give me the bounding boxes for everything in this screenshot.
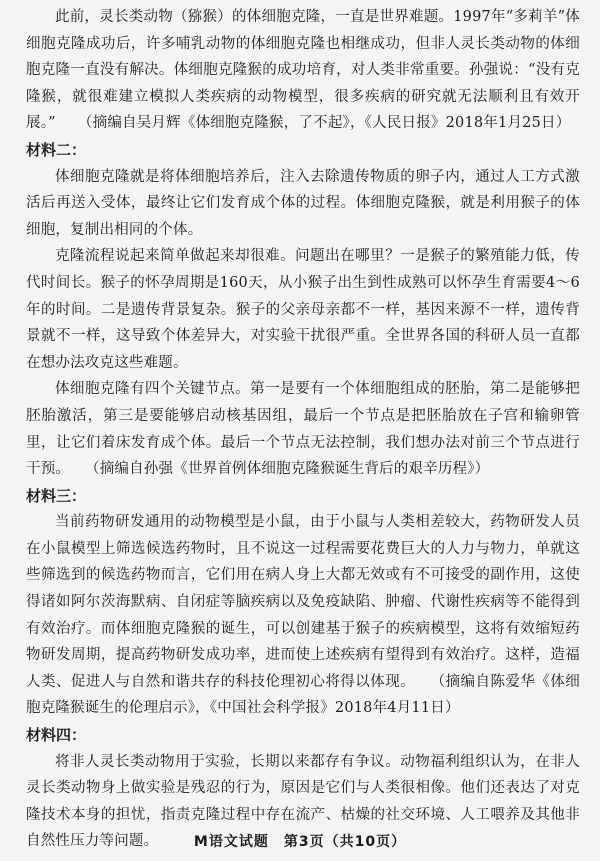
citation-source: （摘编自吴月辉《体细胞克隆猴，了不起》，《人民日报》2018年1月25日） — [85, 115, 571, 132]
body-paragraph — [26, 509, 580, 722]
paragraph-text: 体细胞克隆有四个关键节点。第一是要有一个体细胞组成的胚胎，第二是能够把胚胎激活，第三是要能够启动核基因组，最后一个节点是把胚胎放在子宫和输卵管里，让它们着床发育成个体。最后一个节点无法控制，我们想办法对前三个节点进行干预。 — [26, 381, 580, 478]
paragraph-text: 体细胞克隆就是将体细胞培养后，注入去除遗传物质的卵子内，通过人工方式激活后再送入受体，最终让它们发育成个体的过程。体细胞克隆猴，就是利用猴子的体细胞，复制出相同的个体。 — [26, 168, 580, 238]
material-heading: 材料三： — [26, 486, 87, 505]
material-heading: 材料四： — [26, 726, 87, 745]
paragraph-text: 将非人灵长类动物用于实验，长期以来都存有争议。动物福利组织认为，在非人灵长类动物身上做实验是残忍的行为，原因是它们与人类很相像。他们还表达了对克隆技术本身的担忧，指责克隆过程中存在流产、枯燥的社交环境、人工喂养及其他非自然性压力等问题。 — [26, 753, 580, 850]
page-footer: M语文试题 第3页（共10页） — [193, 834, 407, 850]
article-content — [26, 4, 580, 855]
body-paragraph — [26, 164, 580, 244]
citation-source: （摘编自陈爱华《体细胞克隆猴诞生的伦理启示》，《中国社会科学报》2018年4月11日） — [26, 673, 580, 717]
body-paragraph — [26, 4, 580, 137]
citation-source: （摘编自孙强《世界首例体细胞克隆猴诞生背后的艰辛历程》） — [92, 461, 490, 478]
paragraph-text: 此前，灵长类动物（猕猴）的体细胞克隆，一直是世界难题。1997年“多莉羊”体细胞克隆成功后，许多哺乳动物的体细胞克隆也相继成功，但非人灵长类动物的体细胞克隆一直没有解决。体细胞克隆猴的成功培育，对人类非常重要。孙强说：“没有克隆猴，就很难建立模拟人类疾病的动物模型，很多疾病的研究就无法顺利且有效开展。” — [26, 9, 580, 132]
paragraph-text: 克隆流程说起来简单做起来却很难。问题出在哪里？一是猴子的繁殖能力低，传代时间长。猴子的怀孕周期是160天，从小猴子出生到性成熟可以怀孕生育需要4～6年的时间。二是遗传背景复杂。猴子的父亲母亲都不一样，基因来源不一样，遗传背景就不一样，这导致个体差异大，对实验干扰很严重。全世界各国的科研人员一直都在想办法攻克这些难题。 — [26, 248, 580, 371]
paragraph-text: 当前药物研发通用的动物模型是小鼠，由于小鼠与人类相差较大，药物研发人员在小鼠模型上筛选候选药物时，且不说这一过程需要花费巨大的人力与物力，单就这些筛选到的候选药物而言，它们用在病人身上大都无效或有不可接受的副作用，这使得诸如阿尔茨海默病、自闭症等脑疾病以及免疫缺陷、肿瘤、代谢性疾病等不能得到有效治疗。而体细胞克隆猴的诞生，可以创建基于猴子的疾病模型，这将有效缩短药物研发周期，提高药物研发成功率，进而使上述疾病有望得到有效治疗。这样，造福人类、促进人与自然和谐共存的科技伦理初心将得以体现。 — [26, 514, 580, 690]
body-paragraph — [26, 376, 580, 482]
body-paragraph — [26, 243, 580, 376]
material-heading: 材料二： — [26, 140, 87, 159]
